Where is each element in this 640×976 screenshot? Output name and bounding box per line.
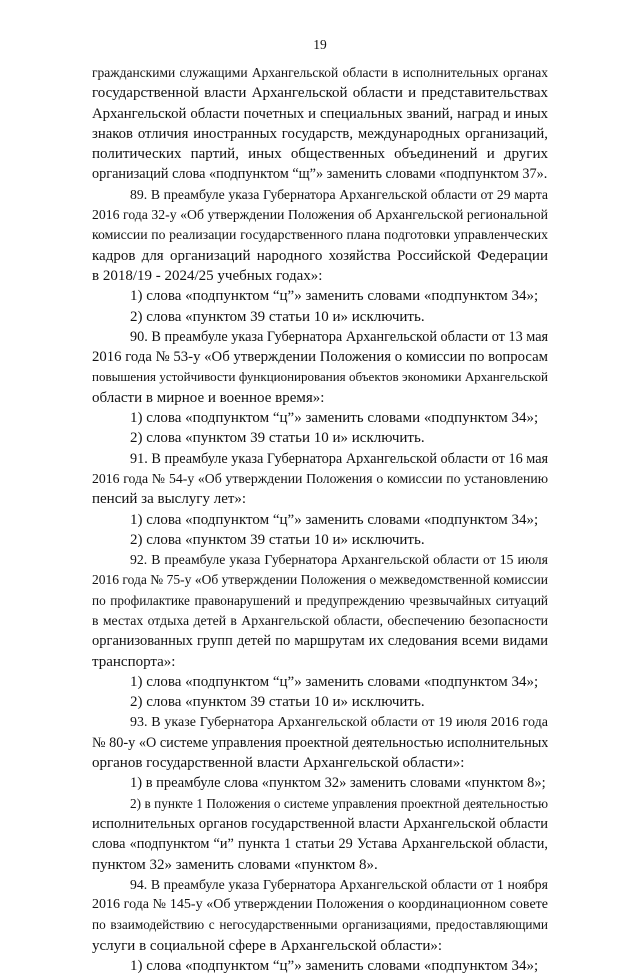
text-line: 90. В преамбуле указа Губернатора Архангельской области от 13 мая: [130, 328, 548, 345]
text-line: 2016 года № 145-у «Об утверждении Положения о координационном совете: [92, 897, 548, 913]
text-line: Архангельской области почетных и специальных званий, наград и иных: [92, 105, 548, 122]
text-line: 92. В преамбуле указа Губернатора Архангельской области от 15 июля: [130, 552, 548, 568]
text-line: 2) слова «пунктом 39 статьи 10 и» исключить.: [130, 531, 425, 548]
text-line: 2) в пункте 1 Положения о системе управления проектной деятельностью: [130, 795, 548, 811]
text-line: 2) слова «пунктом 39 статьи 10 и» исключить.: [130, 430, 425, 447]
text-line: 1) слова «подпунктом “ц”» заменить словами «подпунктом 34»;: [130, 410, 539, 427]
text-line: 1) слова «подпунктом “ц”» заменить словами «подпунктом 34»;: [130, 511, 539, 528]
text-line: кадров для организаций народного хозяйства Российской Федерации: [92, 247, 548, 264]
text-line: 1) слова «подпунктом “ц”» заменить словами «подпунктом 34»;: [130, 958, 539, 975]
text-line: транспорта»:: [92, 653, 176, 670]
text-line: слова «подпунктом “и” пункта 1 статьи 29 Устава Архангельской области,: [92, 836, 548, 853]
text-line: 1) слова «подпунктом “ц”» заменить словами «подпунктом 34»;: [130, 673, 539, 690]
text-line: государственной власти Архангельской области и представительствах: [92, 85, 548, 102]
text-line: 2016 года 32-у «Об утверждении Положения об Архангельской региональной: [92, 207, 548, 223]
text-line: органов государственной власти Архангельской области»:: [92, 755, 465, 772]
text-line: в 2018/19 - 2024/25 учебных годах»:: [92, 267, 323, 284]
text-line: 2) слова «пунктом 39 статьи 10 и» исключить.: [130, 694, 425, 711]
text-line: 2) слова «пунктом 39 статьи 10 и» исключить.: [130, 308, 425, 325]
text-line: организованных групп детей по маршрутам их следования всеми видами: [92, 633, 548, 650]
text-line: по профилактике правонарушений и предупреждению чрезвычайных ситуаций: [92, 592, 548, 608]
text-line: 94. В преамбуле указа Губернатора Архангельской области от 1 ноября: [130, 876, 548, 892]
text-line: исполнительных органов государственной власти Архангельской области: [92, 815, 548, 832]
text-line: услуги в социальной сфере в Архангельской области»:: [92, 937, 443, 954]
text-line: пенсий за выслугу лет»:: [92, 491, 247, 508]
text-line: области в мирное и военное время»:: [92, 389, 325, 406]
text-line: 2016 года № 54-у «Об утверждении Положения о комиссии по установлению: [92, 470, 548, 486]
text-line: 1) в преамбуле слова «пунктом 32» заменить словами «пунктом 8»;: [130, 775, 546, 792]
text-line: политических партий, иных общественных объединений и других: [92, 146, 548, 163]
text-line: № 80-у «О системе управления проектной деятельностью исполнительных: [92, 734, 548, 751]
text-line: 1) слова «подпунктом “ц”» заменить словами «подпунктом 34»;: [130, 288, 539, 305]
page-number: 19: [313, 37, 327, 52]
document-body: [92, 63, 548, 976]
text-line: пунктом 32» заменить словами «пунктом 8».: [92, 856, 378, 873]
text-line: 2016 года № 75-у «Об утверждении Положения о межведомственной комиссии: [92, 572, 548, 588]
text-line: организаций слова «подпунктом “щ”» заменить словами «подпунктом 37».: [92, 166, 548, 183]
text-line: 91. В преамбуле указа Губернатора Архангельской области от 16 мая: [130, 450, 548, 467]
text-line: 2016 года № 53-у «Об утверждении Положения о комиссии по вопросам: [92, 349, 548, 366]
text-line: 89. В преамбуле указа Губернатора Архангельской области от 29 марта: [130, 186, 548, 202]
text-line: в местах отдыха детей в Архангельской области, обеспечению безопасности: [92, 613, 548, 629]
text-line: комиссии по реализации государственного плана подготовки управленческих: [92, 227, 548, 243]
text-line: повышения устойчивости функционирования объектов экономики Архангельской: [92, 369, 548, 385]
text-line: по взаимодействию с негосударственными организациями, предоставляющими: [92, 917, 548, 933]
text-line: 93. В указе Губернатора Архангельской области от 19 июля 2016 года: [130, 714, 548, 730]
text-line: знаков отличия иностранных государств, международных организаций,: [92, 125, 548, 142]
text-line: гражданскими служащими Архангельской области в исполнительных органах: [92, 65, 548, 80]
